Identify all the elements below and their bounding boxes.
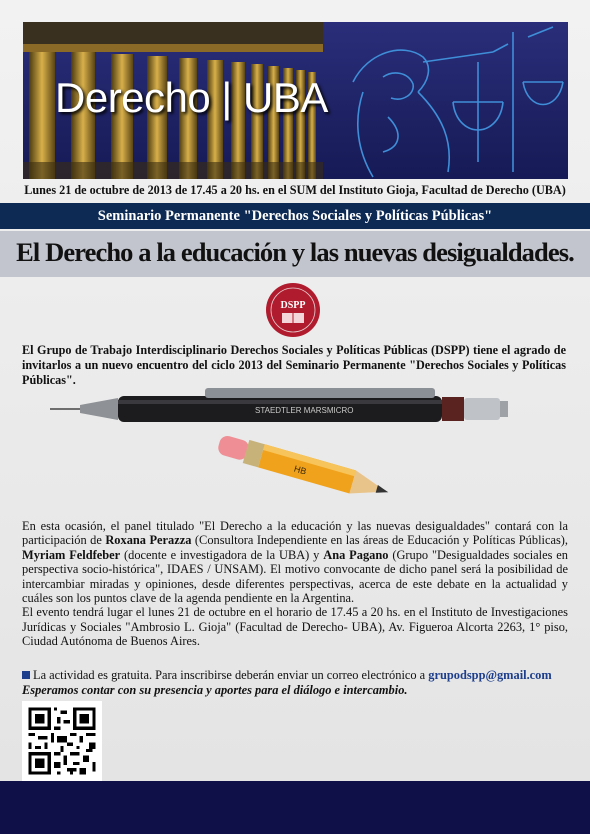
body-text-segment: En esta ocasión, el panel titulado "El Derecho a la educación y las nuevas desigualdades" contará con la participación de: [22, 519, 568, 548]
body-paragraph-1: [22, 519, 568, 605]
intro-paragraph: El Grupo de Trabajo Interdisciplinario Derechos Sociales y Políticas Públicas (DSPP) tiene el agrado de invitarlos a un nuevo encuentro del ciclo 2013 del Seminario Permanente "Derechos Sociales y Políticas Públicas".: [22, 343, 566, 387]
event-dateline: Lunes 21 de octubre de 2013 de 17.45 a 20 hs. en el SUM del Instituto Gioja, Facultad de Derecho (UBA): [24, 183, 566, 197]
body-text-segment: (Grupo "Desigualdades sociales en perspectiva socio-histórica", IDAES / UNSAM). El motivo convocante de dicho panel será la posibilidad de intercambiar miradas y opiniones, desde diferentes perspectivas, acerca de este debate en la actualidad y cuáles son los puntos clave de la agenda pendiente en la Argentina.: [22, 547, 568, 606]
wooden-pencil: [216, 432, 392, 504]
panelist-name: Roxana Perazza: [105, 533, 192, 548]
panelist-name: Ana Pagano: [323, 547, 389, 562]
footer-bar: [0, 781, 590, 834]
body-text-segment: (Consultora Independiente en las áreas de Educación y Políticas Públicas),: [191, 533, 568, 548]
qr-code: [22, 701, 102, 781]
svg-text:HB: HB: [292, 463, 308, 477]
pencils-image: [40, 378, 550, 513]
header-banner: [23, 22, 568, 179]
body-paragraph-2: El evento tendrá lugar el lunes 21 de octubre en el horario de 17.45 a 20 hs. en el Instituto de Investigaciones Jurídicas y Sociales "Ambrosio L. Gioja" (Facultad de Derecho- UBA), Av. Figueroa Alcorta 2263, 1° piso, Ciudad Autónoma de Buenos Aires.: [22, 605, 568, 649]
closing-text: Esperamos contar con su presencia y aportes para el diálogo e intercambio.: [22, 683, 408, 697]
dspp-logo: [265, 282, 321, 338]
signup-section: [22, 668, 572, 698]
seminar-title-bar: Seminario Permanente "Derechos Sociales y Políticas Públicas": [0, 203, 590, 229]
signup-text: La actividad es gratuita. Para inscribirse deberán enviar un correo electrónico a: [33, 668, 429, 682]
banner-title: Derecho | UBA: [55, 74, 328, 121]
panelist-name: Myriam Feldfeber: [22, 547, 121, 562]
logo-text: DSPP: [280, 300, 306, 311]
pencil-brand-text: STAEDTLER MARSMICRO: [255, 406, 354, 415]
email-link[interactable]: grupodspp@gmail.com: [428, 668, 552, 682]
body-text-segment: (docente e investigadora de la UBA) y: [120, 547, 324, 562]
body-text: [22, 519, 568, 649]
page-title: El Derecho a la educación y las nuevas desigualdades.: [16, 237, 574, 267]
mechanical-pencil: [50, 388, 508, 422]
square-bullet-icon: [22, 671, 30, 679]
